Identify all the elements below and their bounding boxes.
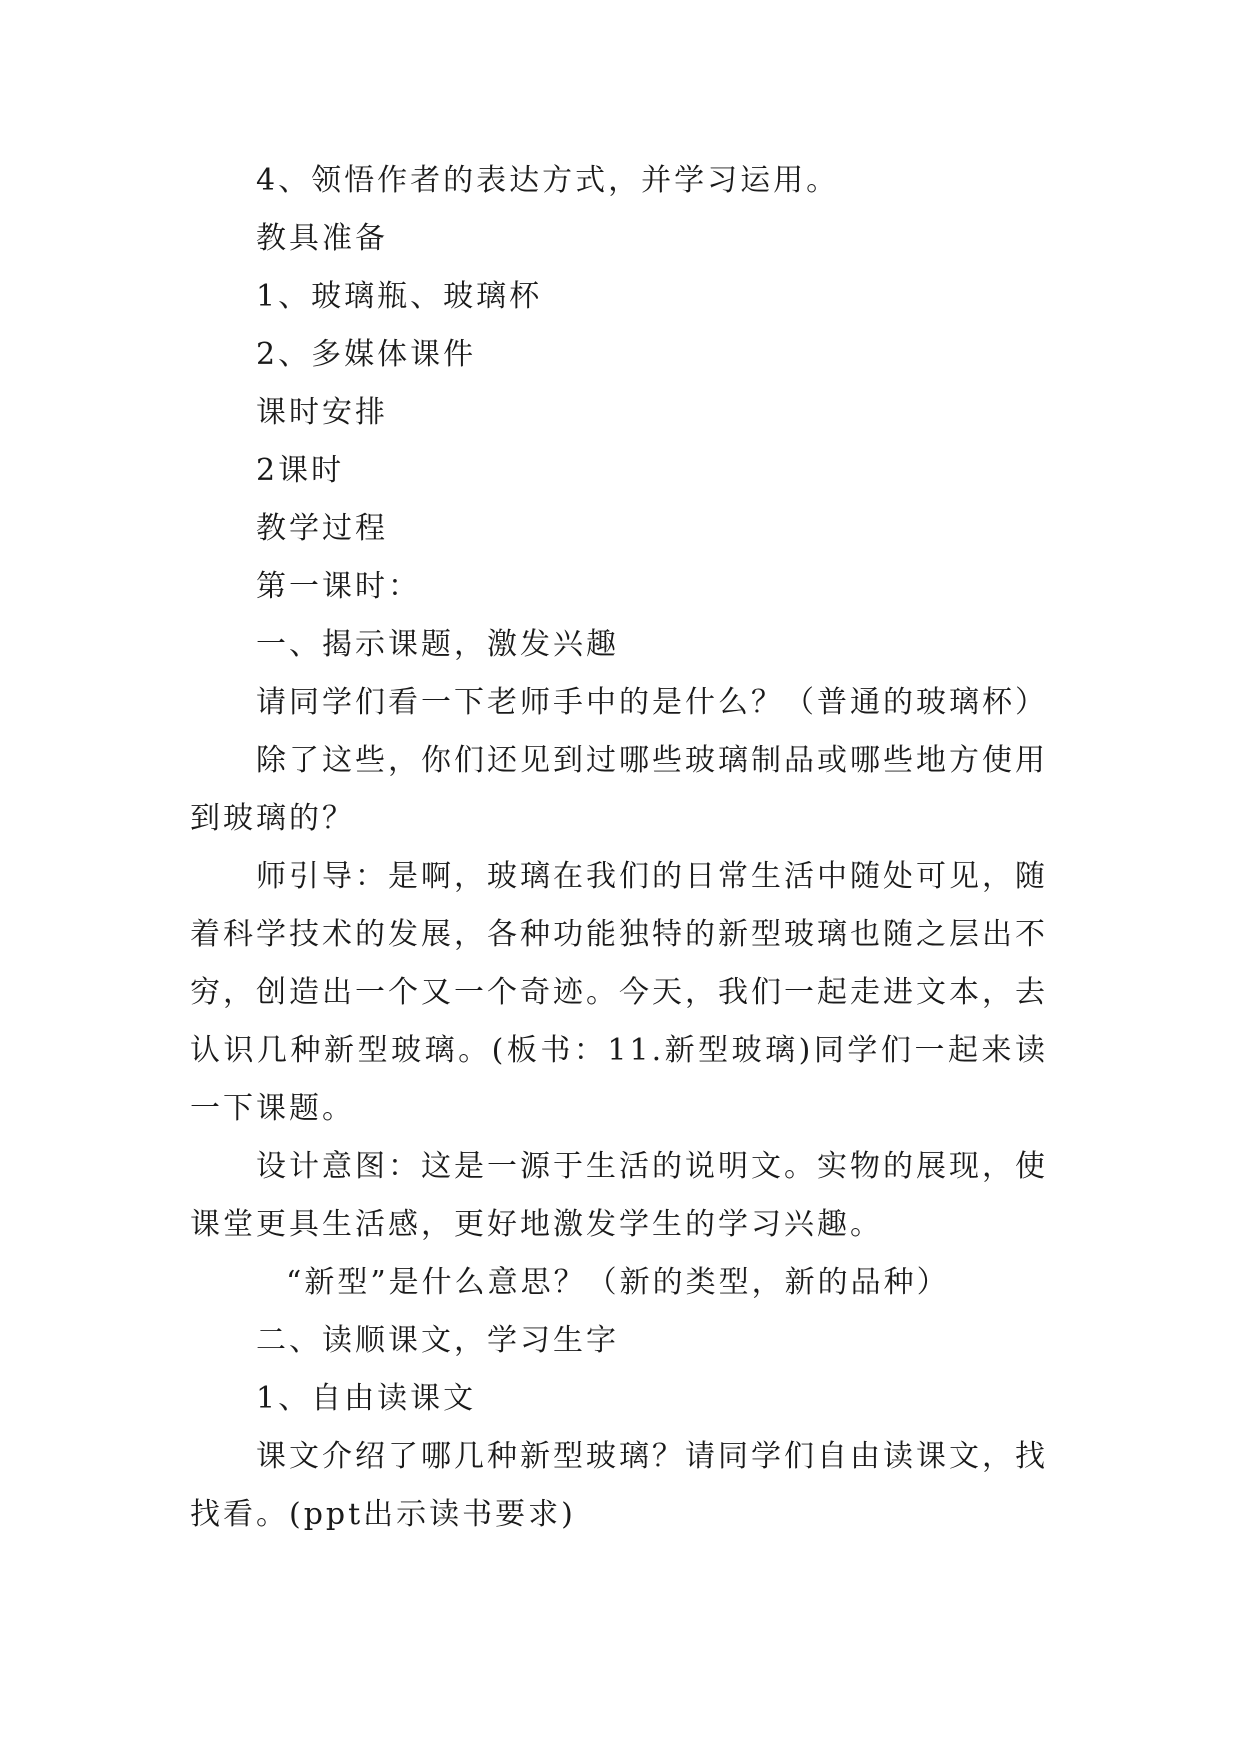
lesson-heading: 第一课时： (256, 569, 421, 604)
paragraph: 4、领悟作者的表达方式，并学习运用。 (256, 163, 840, 198)
paragraph: 除了这些，你们还见到过哪些玻璃制品或哪些地方使用到玻璃的？ (190, 743, 1048, 836)
section-heading: 课时安排 (256, 395, 388, 430)
section-heading: 教具准备 (256, 221, 388, 256)
list-item: 1、玻璃瓶、玻璃杯 (256, 279, 543, 314)
paragraph: 师引导：是啊，玻璃在我们的日常生活中随处可见，随着科学技术的发展，各种功能独特的新型玻璃也随之层出不穷，创造出一个又一个奇迹。今天，我们一起走进文本，去认识几种新型玻璃。(板书：11.新型玻璃)同学们一起来读一下课题。 (190, 859, 1048, 1126)
list-item: 1、自由读课文 (256, 1381, 477, 1416)
paragraph: 设计意图：这是一源于生活的说明文。实物的展现，使课堂更具生活感，更好地激发学生的学习兴趣。 (190, 1149, 1048, 1242)
step-heading: 一、揭示课题，激发兴趣 (256, 627, 619, 662)
paragraph: 请同学们看一下老师手中的是什么？（普通的玻璃杯） (256, 685, 1048, 720)
list-item: 2、多媒体课件 (256, 337, 477, 372)
section-heading: 教学过程 (256, 511, 388, 546)
paragraph: “新型”是什么意思？（新的类型，新的品种） (286, 1265, 950, 1300)
paragraph: 课文介绍了哪几种新型玻璃？请同学们自由读课文，找找看。(ppt出示读书要求) (190, 1439, 1048, 1532)
document-body (190, 152, 1048, 1544)
step-heading: 二、读顺课文，学习生字 (256, 1323, 619, 1358)
paragraph: 2课时 (256, 453, 345, 488)
